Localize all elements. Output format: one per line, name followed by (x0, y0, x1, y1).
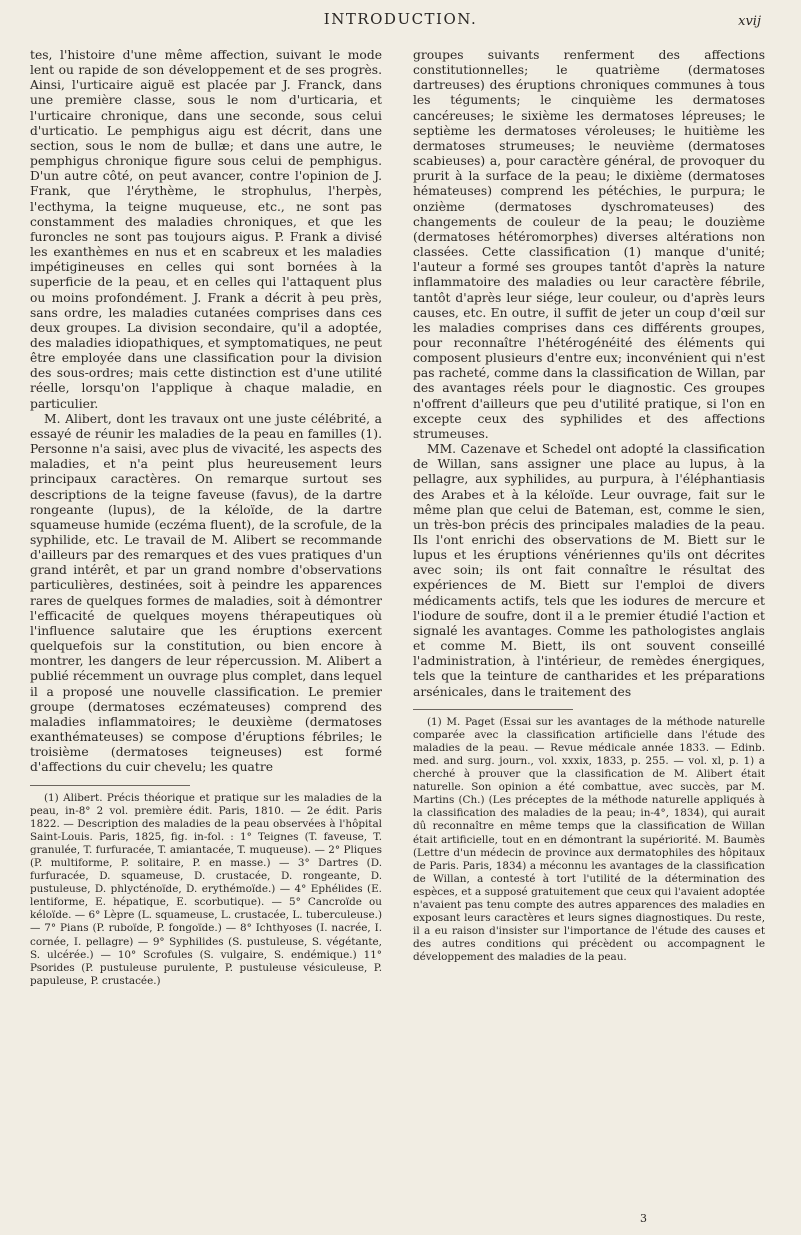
signature-mark: 3 (640, 1212, 647, 1225)
right-column (413, 48, 765, 965)
body-paragraph: groupes suivants renferment des affections constitutionnelles; le quatrième (dermatoses dartreuses) des éruptions chroniques communes à tous les téguments; le cinquième les dermatoses cancéreuses; le sixième les dermatoses lépreuses; le septième les dermatoses véroleuses; le huitième les dermatoses strumeuses; le neuvième (dermatoses scabieuses) a, pour caractère général, de provoquer du prurit à la surface de la peau; le dixième (dermatoses hémateuses) comprend les pétéchies, le purpura; le onzième (dermatoses dyschromateuses) des changements de couleur de la peau; le douzième (dermatoses hétéromorphes) diverses altérations non classées. Cette classification (1) manque d'unité; l'auteur a formé ses groupes tantôt d'après la nature inflammatoire des maladies ou leur caractère fébrile, tantôt d'après leur siége, leur couleur, ou d'après leurs causes, etc. En outre, il suffit de jeter un coup d'œil sur les maladies comprises dans ces différents groupes, pour reconnaître l'hétérogénéité des éléments qui composent plusieurs d'entre eux; inconvénient qui n'est pas racheté, comme dans la classification de Willan, par des avantages réels pour le diagnostic. Ces groupes n'offrent d'ailleurs que peu d'utilité pratique, si l'on en excepte ceux des syphilides et des affections strumeuses. (413, 48, 765, 441)
left-column (30, 48, 382, 988)
footnote-divider (30, 785, 190, 786)
footnote: (1) M. Paget (Essai sur les avantages de la méthode naturelle comparée avec la classification artificielle dans l'étude des maladies de la peau. — Revue médicale année 1833. — Edinb. med. and surg. journ., vol. xxxix, 1833, p. 255. — vol. xl, p. 1) a cherché à prouver que la classification de M. Alibert était naturelle. Son opinion a été combattue, avec succès, par M. Martins (Ch.) (Les préceptes de la méthode naturelle appliqués à la classification des maladies de la peau; in-4°, 1834), qui aurait dû reconnaître en même temps que la classification de Willan était artificielle, tout en en démontrant la supériorité. M. Baumès (Lettre d'un médecin de province aux dermatophiles des hôpitaux de Paris. Paris, 1834) a méconnu les avantages de la classification de Willan, a contesté à tort l'utilité de la détermination des espèces, et a supposé gratuitement que ceux qui l'avaient adoptée n'avaient pas tenu compte des autres apparences des maladies en exposant leurs caractères et leurs signes diagnostiques. Du reste, il a eu raison d'insister sur l'importance de l'étude des causes et des autres conditions qui précèdent ou accompagnent le développement des maladies de la peau. (413, 715, 765, 964)
footnote-divider (413, 709, 573, 710)
body-paragraph: MM. Cazenave et Schedel ont adopté la classification de Willan, sans assigner une place au lupus, à la pellagre, aux syphilides, au purpura, à l'éléphantiasis des Arabes et à la kéloïde. Leur ouvrage, fait sur le même plan que celui de Bateman, est, comme le sien, un très-bon précis des principales maladies de la peau. Ils l'ont enrichi des observations de M. Biett sur le lupus et les éruptions vénériennes qu'ils ont décrites avec soin; ils ont fait connaître le résultat des expériences de M. Biett sur l'emploi de divers médicaments actifs, tels que les iodures de mercure et l'iodure de soufre, dont il a le premier étudié l'action et signalé les avantages. Comme les pathologistes anglais et comme M. Biett, ils ont souvent conseillé l'administration, à l'intérieur, de remèdes énergiques, tels que la teinture de cantharides et les préparations arsénicales, dans le traitement des (413, 442, 765, 699)
page-number: xvij (738, 14, 761, 29)
running-title: INTRODUCTION. (323, 10, 478, 28)
body-paragraph: tes, l'histoire d'une même affection, suivant le mode lent ou rapide de son développement et de ses progrès. Ainsi, l'urticaire aiguë est placée par J. Franck, dans une première classe, sous le nom d'urticaria, et l'urticaire chronique, dans une seconde, sous celui d'urticatio. Le pemphigus aigu est décrit, dans une section, sous le nom de bullæ; et dans une autre, le pemphigus chronique figure sous celui de pemphigus. D'un autre côté, on peut avancer, contre l'opinion de J. Frank, que l'érythème, le strophulus, l'herpès, l'ecthyma, la teigne muqueuse, etc., ne sont pas constamment des maladies chroniques, et que les furoncles ne sont pas toujours aigus. P. Frank a divisé les exanthèmes en nus et en scabreux et les maladies impétigineuses en celles qui sont bornées à la superficie de la peau, et en celles qui l'attaquent plus ou moins profondément. J. Frank a décrit à peu près, sans ordre, les maladies cutanées comprises dans ces deux groupes. La division secondaire, qu'il a adoptée, des maladies idiopathiques, et symptomatiques, ne peut être employée dans une classification pour la division des sous-ordres; mais cette distinction est d'une utilité réelle, lorsqu'on l'applique à chaque maladie, en particulier. (30, 48, 382, 411)
footnote: (1) Alibert. Précis théorique et pratique sur les maladies de la peau, in-8° 2 vol. première édit. Paris, 1810. — 2e édit. Paris 1822. — Description des maladies de la peau observées à l'hôpital Saint-Louis. Paris, 1825, fig. in-fol. : 1° Teignes (T. faveuse, T. granulée, T. furfuracée, T. amiantacée, T. muqueuse). — 2° Pliques (P. multiforme, P. solitaire, P. en masse.) — 3° Dartres (D. furfuracée, D. squameuse, D. crustacée, D. rongeante, D. pustuleuse, D. phlycténoïde, D. erythémoïde.) — 4° Ephélides (E. lentiforme, E. hépatique, E. scorbutique). — 5° Cancroïde ou kéloïde. — 6° Lèpre (L. squameuse, L. crustacée, L. tuberculeuse.) — 7° Pians (P. ruboïde, P. fongoïde.) — 8° Ichthyoses (I. nacrée, I. cornée, I. pellagre) — 9° Syphilides (S. pustuleuse, S. végétante, S. ulcérée.) — 10° Scrofules (S. vulgaire, S. endémique.) 11° Psorides (P. pustuleuse purulente, P. pustuleuse vésiculeuse, P. papuleuse, P. crustacée.) (30, 791, 382, 987)
page-header (0, 10, 801, 40)
body-paragraph: M. Alibert, dont les travaux ont une juste célébrité, a essayé de réunir les maladies de la peau en familles (1). Personne n'a saisi, avec plus de vivacité, les aspects des maladies, et n'a peint plus heureusement leurs principaux caractères. On remarque surtout ses descriptions de la teigne faveuse (favus), de la dartre rongeante (lupus), de la kéloïde, de la dartre squameuse humide (eczéma fluent), de la scrofule, de la syphilide, etc. Le travail de M. Alibert se recommande d'ailleurs par des remarques et des vues pratiques d'un grand intérêt, et par un grand nombre d'observations particulières, destinées, soit à peindre les apparences rares de quelques formes de maladies, soit à démontrer l'efficacité de quelques moyens thérapeutiques où l'influence salutaire que les éruptions exercent quelquefois sur la constitution, ou bien encore à montrer, les dangers de leur répercussion. M. Alibert a publié récemment un ouvrage plus complet, dans lequel il a proposé une nouvelle classification. Le premier groupe (dermatoses eczémateuses) comprend des maladies inflammatoires; le deuxième (dermatoses exanthémateuses) se compose d'éruptions fébriles; le troisième (dermatoses teigneuses) est formé d'affections du cuir chevelu; les quatre (30, 411, 382, 775)
